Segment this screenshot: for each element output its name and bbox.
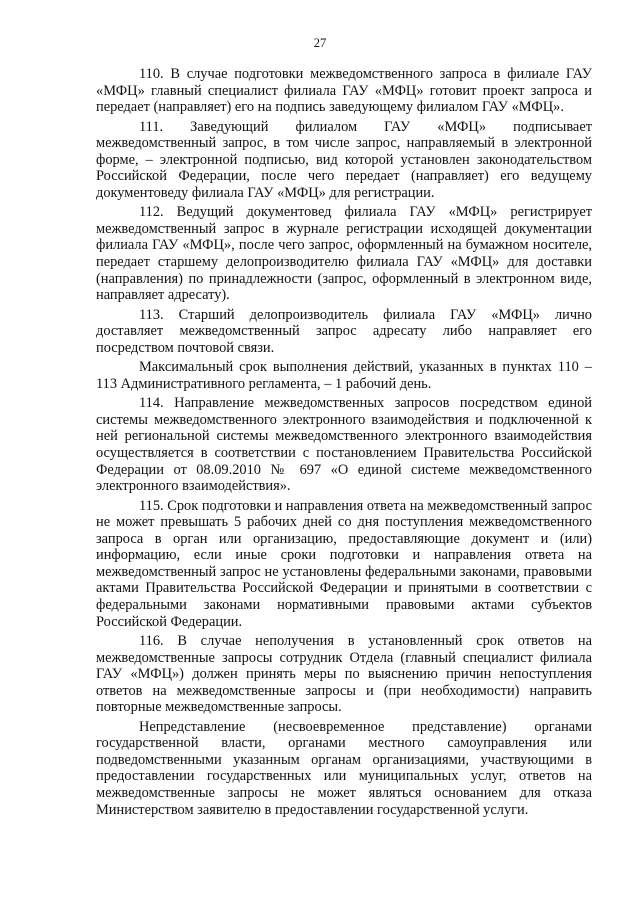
paragraph-max-term: Максимальный срок выполнения действий, указанных в пунктах 110 – 113 Административного регламента, – 1 рабочий день. <box>96 359 592 392</box>
paragraph-115: 115. Срок подготовки и направления ответа на межведомственный запрос не может превышать 5 рабочих дней со дня поступления межведомственного запроса в орган или организацию, предоставляющие документ и (или) информацию, если иные сроки подготовки и направления ответа на межведомственный запрос не установлены федеральными законами, правовыми актами Правительства Российской Федерации и принятыми в соответствии с федеральными законами нормативными правовыми актами субъектов Российской Федерации. <box>96 497 592 630</box>
paragraph-116: 116. В случае неполучения в установленный срок ответов на межведомственные запросы сотрудник Отдела (главный специалист филиала ГАУ «МФЦ») должен принять меры по выяснению причин непоступления ответов на межведомственные запросы и (при необходимости) направить повторные межведомственные запросы. <box>96 633 592 716</box>
paragraph-112: 112. Ведущий документовед филиала ГАУ «МФЦ» регистрирует межведомственный запрос в журнале регистрации исходящей документации филиала ГАУ «МФЦ», после чего запрос, оформленный на бумажном носителе, передает старшему делопроизводителю филиала ГАУ «МФЦ» для доставки (направления) по принадлежности (запрос, оформленный в электронном виде, направляет адресату). <box>96 204 592 304</box>
paragraph-114: 114. Направление межведомственных запросов посредством единой системы межведомственного электронного взаимодействия и подключенной к ней региональной системы межведомственного электронного взаимодействия осуществляется в соответствии с постановлением Правительства Российской Федерации от 08.09.2010 № 697 «О единой системе межведомственного электронного взаимодействия». <box>96 395 592 495</box>
paragraph-non-submission: Непредставление (несвоевременное представление) органами государственной власти, органами местного самоуправления или подведомственными указанным органам организациями, участвующими в предоставлении государственных или муниципальных услуг, ответов на межведомственные запросы не может являться основанием для отказа Министерством заявителю в предоставлении государственной услуги. <box>96 718 592 818</box>
paragraph-113: 113. Старший делопроизводитель филиала ГАУ «МФЦ» лично доставляет межведомственный запрос адресату либо направляет его посредством почтовой связи. <box>96 306 592 356</box>
page-number: 27 <box>313 36 327 50</box>
paragraph-110: 110. В случае подготовки межведомственного запроса в филиале ГАУ «МФЦ» главный специалист филиала ГАУ «МФЦ» готовит проект запроса и передает (направляет) его на подпись заведующему филиалом ГАУ «МФЦ». <box>96 66 592 116</box>
paragraph-111: 111. Заведующий филиалом ГАУ «МФЦ» подписывает межведомственный запрос, в том числе запрос, направляемый в электронной форме, – электронной подписью, вид которой установлен законодательством Российской Федерации, после чего передает (направляет) его ведущему документоведу филиала ГАУ «МФЦ» для регистрации. <box>96 118 592 201</box>
document-body <box>96 66 592 821</box>
